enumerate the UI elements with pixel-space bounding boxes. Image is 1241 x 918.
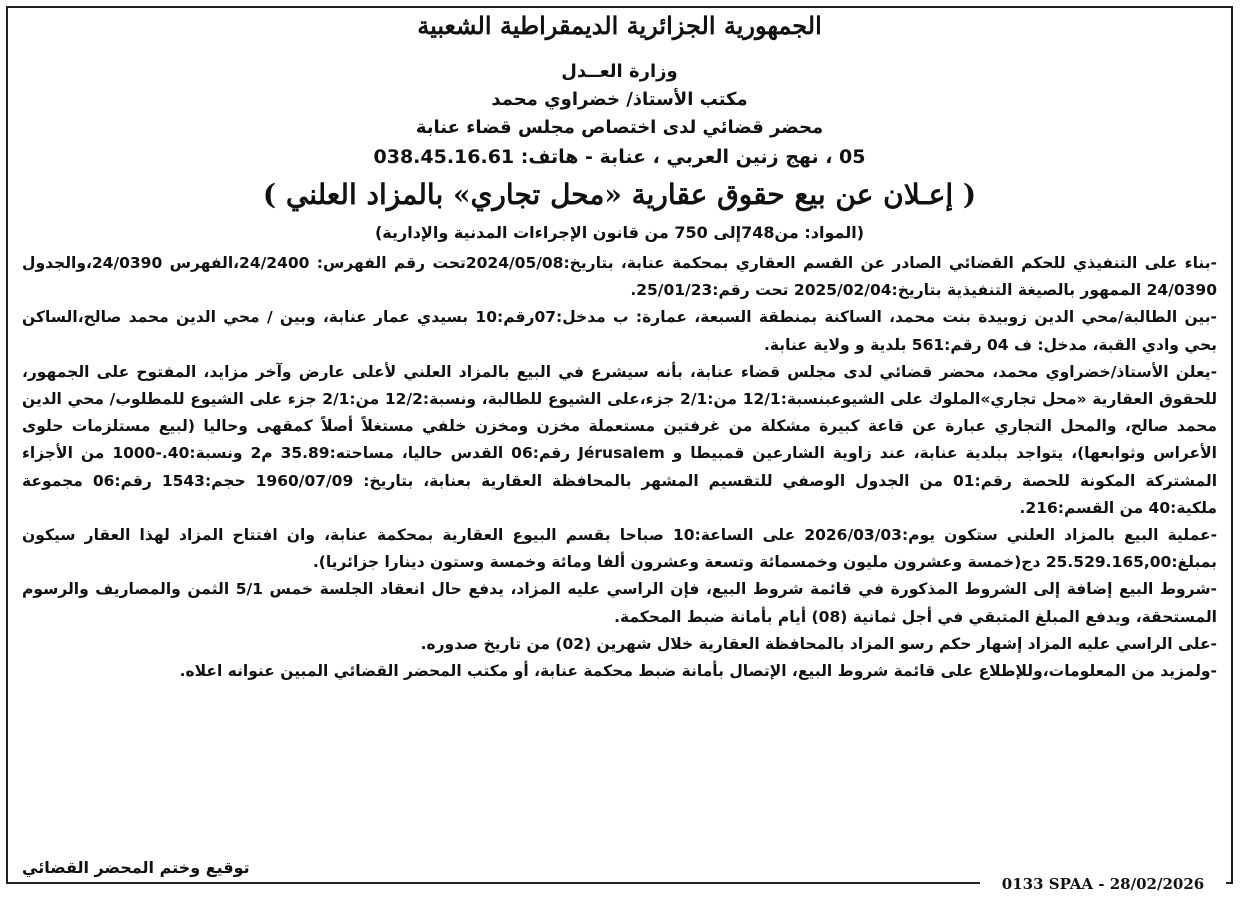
ministry-heading: وزارة العــدل (561, 61, 678, 82)
paragraph-publication: -على الراسي عليه المزاد إشهار حكم رسو المزاد بالمحافظة العقارية خلال شهرين (02) من تاريخ صدوره. (420, 634, 1217, 653)
republic-heading: الجمهورية الجزائرية الديمقراطية الشعبية (417, 11, 822, 40)
notice-content (22, 8, 1217, 685)
notice-body (22, 250, 1217, 685)
paragraph-auction-date: -عملية البيع بالمزاد العلني ستكون يوم:2026/03/03 على الساعة:10 صباحا بقسم البيوع العقارية بمحكمة عنابة، وان افتتاح المزاد لهذا العقار سيكون بمبلغ:25.529.165,00 دج(خمسة وعشرون مليون وخمسمائة وتسعة وعشرون ألفا ومائة وخمسة وستون دينارا جزائريا). (22, 526, 1218, 572)
paragraph-contact: -ولمزيد من المعلومات،وللإطلاع على قائمة شروط البيع، الإتصال بأمانة ضبط محكمة عنابة، أو مكتب المحضر القضائي المبين عنوانه اعلاه. (179, 662, 1217, 681)
notice-title: ( إعـلان عن بيع حقوق عقارية «محل تجاري» بالمزاد العلني ) (262, 178, 977, 211)
paragraph-property: -يعلن الأستاذ/خضراوي محمد، محضر قضائي لدى مجلس قضاء عنابة، بأنه سيشرع في البيع بالمزاد العلني لأعلى عارض وآخر مزايد، المفتوح على الجمهور، للحقوق العقارية «محل تجاري»الملوك على الشيوعبنسبة:12/1 من:2/1 جزء،على الشيوع للطالبة، ونسبة:12/2 من:2/1 جزء على الشيوع للمطلوب/ محي الدين محمد صالح، والمحل التجاري عبارة عن قاعة كبيرة مشكلة من غرفتين مستعملة مخزن ومخزن خلفي مستغلاً أصلاً كمقهى وحاليا (لبيع مستلزمات حلوى الأعراس وثوابعها)، يتواجد ببلدية عنابة، عند زاوية الشارعين قمبيطا و Jérusalem رقم:06 القدس حاليا، مساحته:35.89 م2 ونسبة:40.-1000 من الأجزاء المشتركة المكونة للحصة رقم:01 من الجدول الوصفي للتقسيم المشهر بالمحافظة العقارية بعنابة، بتاريخ: 1960/07/09 حجم:1543 رقم:06 مجموعة ملكية:40 من القسم:216. (22, 362, 1218, 517)
publication-reference: 0133 SPAA - 28/02/2026 (980, 872, 1226, 896)
bailiff-heading: محضر قضائي لدى اختصاص مجلس قضاء عنابة (415, 117, 824, 138)
office-address: 05 ، نهج زنين العربي ، عنابة - هاتف: 038.45.16.61 (373, 146, 866, 168)
paragraph-sale-terms: -شروط البيع إضافة إلى الشروط المذكورة في قائمة شروط البيع، فإن الراسي عليه المزاد، يدفع حال انعقاد الجلسة خمس 5/1 الثمن والمصاريف والرسوم المستحقة، ويدفع المبلغ المتبقي في أجل ثمانية (08) أيام بأمانة ضبط المحكمة. (22, 580, 1217, 626)
office-heading: مكتب الأستاذ/ خضراوي محمد (491, 89, 748, 110)
paragraph-parties: -بين الطالبة/محي الدين زوبيدة بنت محمد، الساكنة بمنطقة السبعة، عمارة: ب مدخل:07رقم:10 بسيدي عمار عنابة، وبين / محي الدين محمد صالح،الساكن بحي وادي القبة، مدخل: ف 04 رقم:561 بلدية و ولاية عنابة. (22, 308, 1217, 354)
paragraph-ruling: -بناء على التنفيذي للحكم القضائي الصادر عن القسم العقاري بمحكمة عنابة، بتاريخ:2024/05/08تحت رقم الفهرس: 24/2400،الفهرس 24/0390،والجدول 24/0390 الممهور بالصيغة التنفيذية بتاريخ:2025/02/04 تحت رقم:25/01/23. (22, 254, 1217, 300)
signature-line: توقيع وختم المحضر القضائي (22, 858, 250, 877)
legal-references: (المواد: من748إلى 750 من قانون الإجراءات المدنية والإدارية) (374, 223, 864, 242)
